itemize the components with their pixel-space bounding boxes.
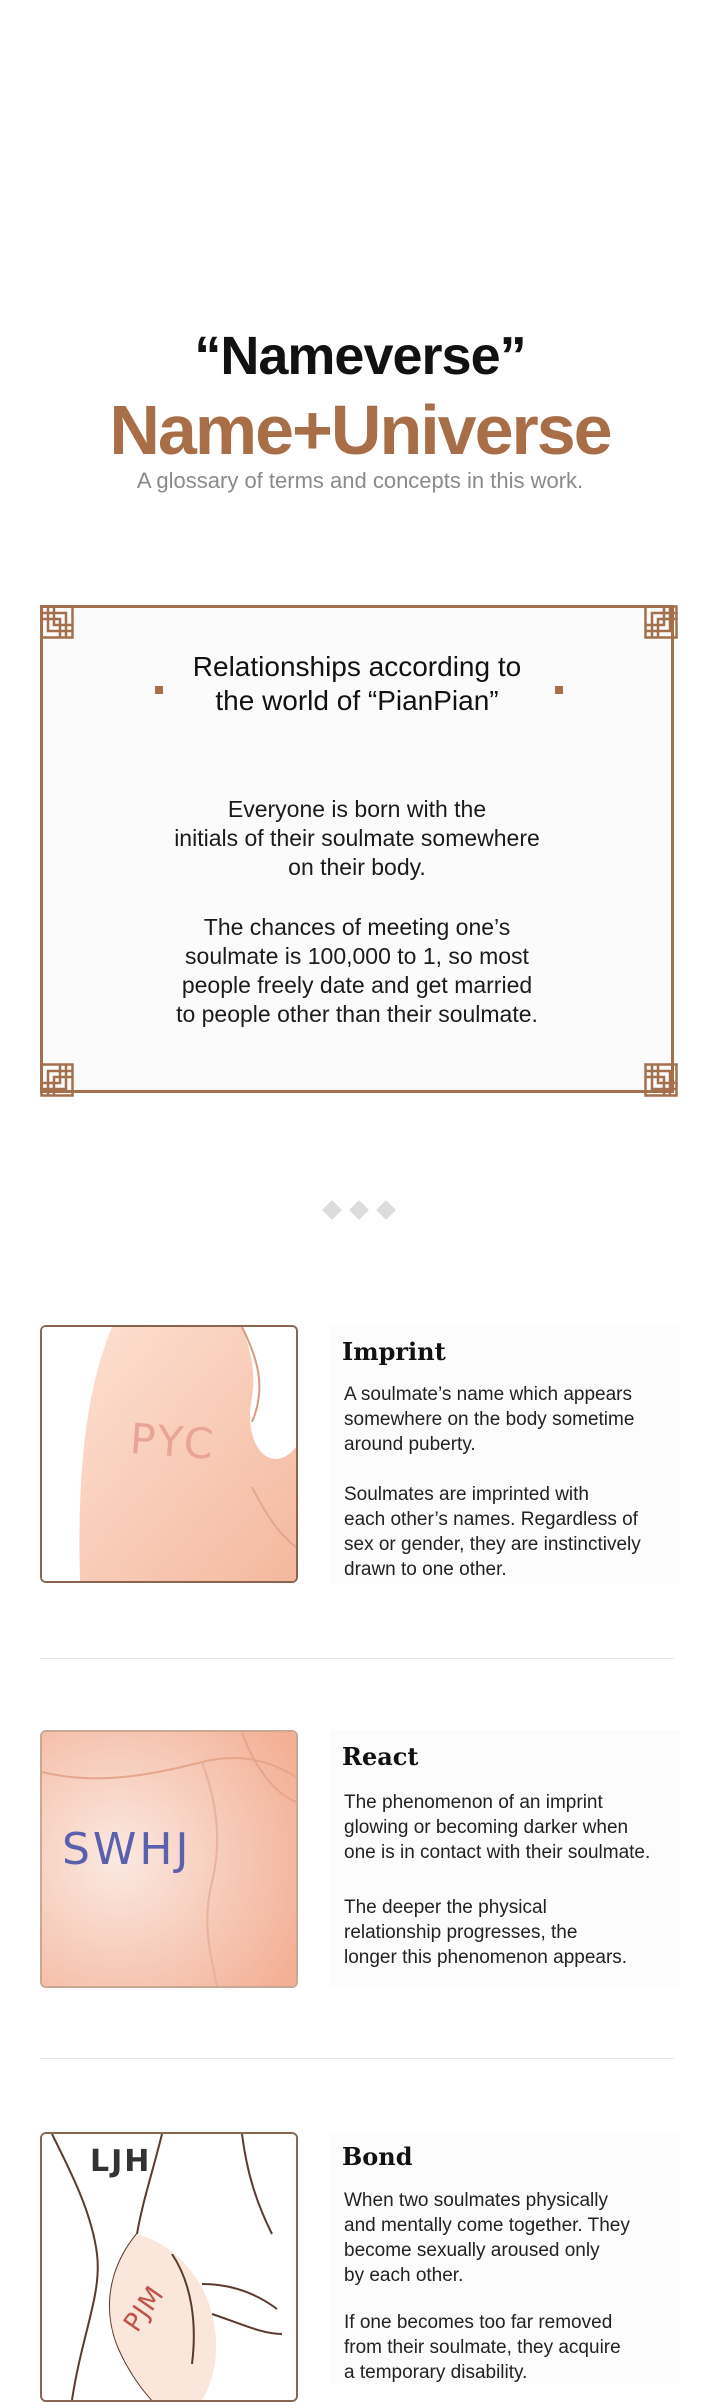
box-heading bbox=[40, 650, 674, 718]
text-line: and mentally come together. They bbox=[344, 2215, 630, 2236]
divider bbox=[40, 1658, 674, 1659]
text-line: to people other than their soulmate. bbox=[176, 1001, 538, 1027]
imprint-illustration bbox=[40, 1325, 298, 1583]
text-line: somewhere on the body sometime bbox=[344, 1409, 635, 1430]
text-line: from their soulmate, they acquire bbox=[344, 2337, 621, 2358]
text-line: A soulmate’s name which appears bbox=[344, 1384, 632, 1405]
text-line: sex or gender, they are instinctively bbox=[344, 1534, 641, 1555]
subtitle: A glossary of terms and concepts in this work. bbox=[136, 468, 584, 493]
box-heading-line: Relationships according to bbox=[192, 651, 522, 682]
corner-ornament-icon bbox=[644, 1063, 674, 1093]
text-line: longer this phenomenon appears. bbox=[344, 1947, 628, 1968]
text-line: people freely date and get married bbox=[181, 972, 533, 998]
text-line: by each other. bbox=[344, 2265, 464, 2286]
text-line: If one becomes too far removed bbox=[344, 2312, 613, 2333]
text-line: When two soulmates physically bbox=[344, 2190, 608, 2211]
react-illustration bbox=[40, 1730, 298, 1988]
text-line: each other’s names. Regardless of bbox=[344, 1509, 638, 1530]
react-name-mark: SWHJ bbox=[62, 1824, 192, 1875]
text-line: Soulmates are imprinted with bbox=[344, 1484, 589, 1505]
text-line: relationship progresses, the bbox=[344, 1922, 578, 1943]
corner-ornament-icon bbox=[40, 605, 70, 635]
text-line: drawn to one other. bbox=[344, 1559, 507, 1580]
text-line: Everyone is born with the bbox=[227, 796, 487, 822]
text-line: initials of their soulmate somewhere bbox=[174, 825, 540, 851]
entry-title: React bbox=[342, 1742, 419, 1771]
text-line: glowing or becoming darker when bbox=[344, 1817, 629, 1838]
entry-paragraph-2 bbox=[344, 1482, 684, 1582]
corner-ornament-icon bbox=[40, 1063, 70, 1093]
text-line: The deeper the physical bbox=[344, 1897, 547, 1918]
entry-title: Bond bbox=[342, 2142, 413, 2171]
heading-dot-left bbox=[155, 686, 163, 694]
entry-paragraph-2 bbox=[344, 1895, 684, 1970]
intro-paragraph-1 bbox=[140, 795, 574, 882]
imprint-name-mark: PYC bbox=[128, 1414, 218, 1469]
heading-dot-right bbox=[555, 686, 563, 694]
bond-name-mark-1: LJH bbox=[90, 2144, 152, 2179]
diamond-separator-icon bbox=[322, 1200, 342, 1220]
box-heading-line: the world of “PianPian” bbox=[215, 685, 499, 716]
intro-paragraph-2 bbox=[140, 913, 574, 1029]
text-line: around puberty. bbox=[344, 1434, 476, 1455]
text-line: The phenomenon of an imprint bbox=[344, 1792, 603, 1813]
text-line: one is in contact with their soulmate. bbox=[344, 1842, 651, 1863]
diamond-separator-icon bbox=[349, 1200, 369, 1220]
title-main: Name+Universe bbox=[109, 391, 611, 469]
bond-name-mark-2: PJM bbox=[118, 2280, 171, 2338]
bond-illustration bbox=[40, 2132, 298, 2402]
text-line: become sexually aroused only bbox=[344, 2240, 600, 2261]
text-line: a temporary disability. bbox=[344, 2362, 528, 2383]
text-line: soulmate is 100,000 to 1, so most bbox=[185, 943, 529, 969]
corner-ornament-icon bbox=[644, 605, 674, 635]
text-line: on their body. bbox=[288, 854, 426, 880]
diamond-separator-icon bbox=[376, 1200, 396, 1220]
entry-paragraph-1 bbox=[344, 2188, 684, 2288]
entry-title: Imprint bbox=[342, 1337, 446, 1366]
text-line: The chances of meeting one’s bbox=[203, 914, 511, 940]
entry-paragraph-2 bbox=[344, 2310, 684, 2385]
entry-paragraph-1 bbox=[344, 1790, 684, 1865]
title-quoted: “Nameverse” bbox=[194, 326, 526, 386]
divider bbox=[40, 2058, 674, 2059]
entry-paragraph-1 bbox=[344, 1382, 684, 1457]
